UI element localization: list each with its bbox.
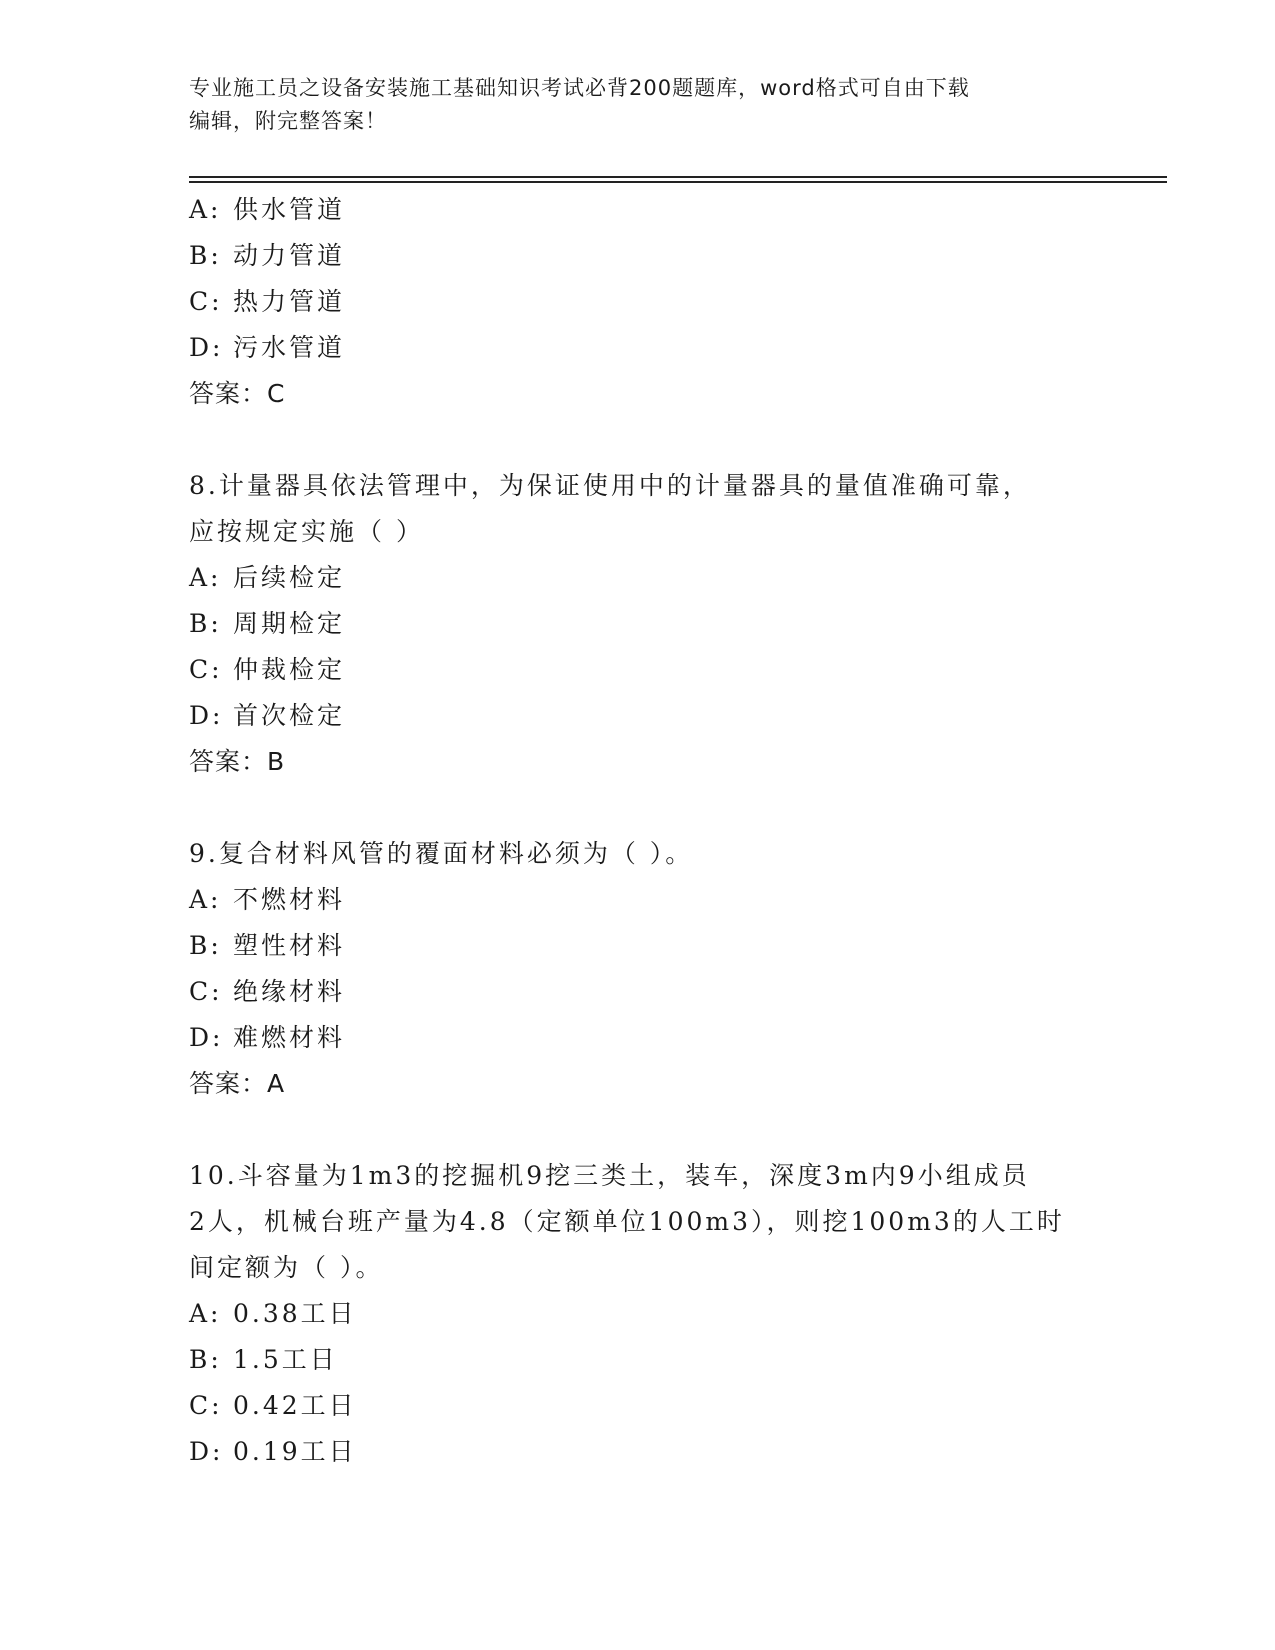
option-text: 供水管道 <box>233 195 346 224</box>
option-label: B: <box>189 1345 222 1374</box>
question-8 <box>189 463 1089 785</box>
option-label: B: <box>189 609 222 638</box>
spacer <box>189 1107 1089 1153</box>
option-text: 绝缘材料 <box>233 977 346 1006</box>
question-list <box>189 187 1089 1475</box>
option-text: 0.19工日 <box>233 1437 357 1466</box>
option-a <box>189 187 1089 233</box>
option-label: D: <box>189 701 224 730</box>
option-c <box>189 1383 1089 1429</box>
document-header <box>189 72 1089 138</box>
option-text: 首次检定 <box>233 701 346 730</box>
option-label: D: <box>189 333 224 362</box>
option-text: 塑性材料 <box>233 931 346 960</box>
option-b <box>189 1337 1089 1383</box>
option-c <box>189 279 1089 325</box>
option-text: 1.5工日 <box>233 1345 338 1374</box>
option-a <box>189 877 1089 923</box>
option-label: C: <box>189 1391 223 1420</box>
header-title-line-2: 编辑，附完整答案！ <box>189 109 387 133</box>
header-divider-top <box>189 176 1167 178</box>
option-label: D: <box>189 1437 224 1466</box>
option-label: A: <box>189 195 222 224</box>
option-c <box>189 969 1089 1015</box>
option-d <box>189 325 1089 371</box>
option-label: A: <box>189 885 222 914</box>
spacer <box>189 417 1089 463</box>
option-c <box>189 647 1089 693</box>
option-d <box>189 1015 1089 1061</box>
option-label: A: <box>189 563 222 592</box>
header-divider-bottom <box>189 181 1167 183</box>
option-label: D: <box>189 1023 224 1052</box>
question-text: 2人，机械台班产量为4.8（定额单位100m3），则挖100m3的人工时 <box>189 1207 1065 1236</box>
option-text: 难燃材料 <box>233 1023 346 1052</box>
option-a <box>189 1291 1089 1337</box>
option-text: 0.42工日 <box>233 1391 357 1420</box>
header-title-line-1: 专业施工员之设备安装施工基础知识考试必背200题题库，word格式可自由下载 <box>189 76 970 100</box>
spacer <box>189 785 1089 831</box>
question-7-options <box>189 187 1089 417</box>
question-text: 8.计量器具依法管理中，为保证使用中的计量器具的量值准确可靠， <box>189 471 1031 500</box>
option-text: 0.38工日 <box>233 1299 357 1328</box>
option-a <box>189 555 1089 601</box>
answer-line: 答案：B <box>189 747 286 776</box>
option-b <box>189 601 1089 647</box>
option-label: C: <box>189 977 223 1006</box>
option-label: C: <box>189 655 223 684</box>
question-9 <box>189 831 1089 1107</box>
option-text: 不燃材料 <box>233 885 346 914</box>
question-10 <box>189 1153 1089 1475</box>
option-label: C: <box>189 287 223 316</box>
option-label: B: <box>189 241 222 270</box>
option-text: 周期检定 <box>233 609 346 638</box>
option-d <box>189 1429 1089 1475</box>
answer-line: 答案：A <box>189 1069 286 1098</box>
option-b <box>189 923 1089 969</box>
answer-line: 答案：C <box>189 379 286 408</box>
option-d <box>189 693 1089 739</box>
option-text: 热力管道 <box>233 287 346 316</box>
option-text: 污水管道 <box>233 333 346 362</box>
question-text: 间定额为（ ）。 <box>189 1253 384 1282</box>
option-b <box>189 233 1089 279</box>
option-text: 仲裁检定 <box>233 655 346 684</box>
option-text: 动力管道 <box>233 241 346 270</box>
option-label: A: <box>189 1299 222 1328</box>
option-text: 后续检定 <box>233 563 346 592</box>
question-text: 9.复合材料风管的覆面材料必须为（ ）。 <box>189 839 694 868</box>
option-label: B: <box>189 931 222 960</box>
question-text: 应按规定实施（ ） <box>189 517 424 546</box>
question-text: 10.斗容量为1m3的挖掘机9挖三类土，装车，深度3m内9小组成员 <box>189 1161 1030 1190</box>
